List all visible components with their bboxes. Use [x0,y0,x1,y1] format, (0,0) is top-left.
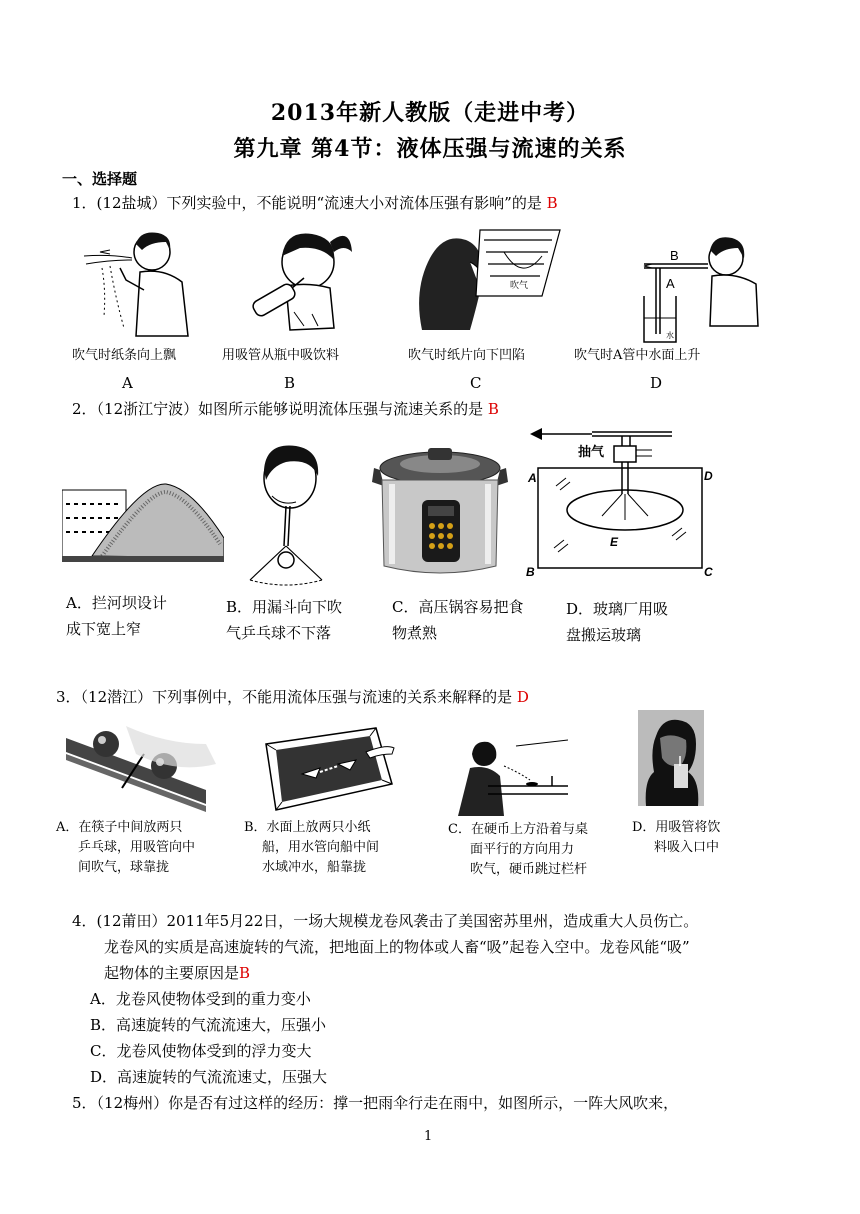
label-blow: 吹气 [510,281,529,291]
q5-stem: 5．（12梅州）你是否有过这样的经历：撑一把雨伞行走在雨中，如图所示，一阵大风吹来， [72,1094,679,1112]
q1-stem: 1．(12盐城）下列实验中，不能说明“流速大小对流体压强有影响”的是 B [72,194,558,212]
q4-choice-b: B．高速旋转的气流流速大，压强小 [90,1016,327,1034]
page-number: 1 [424,1129,433,1144]
q1-caption-c: 吹气时纸片向下凹陷 [408,348,526,363]
q2-figure-funnel [236,440,326,590]
label-e: E [610,535,619,549]
q1-caption-b: 用吸管从瓶中吸饮料 [222,348,340,363]
label-corner-d: D [704,469,713,483]
q1-figure-a [80,220,210,340]
q4-choice-c: C．龙卷风使物体受到的浮力变大 [90,1042,312,1060]
q1-answer: B [546,194,558,212]
label-corner-b: B [526,565,535,579]
q2-figure-cooker [370,446,510,580]
q3-figure-balls [66,724,216,814]
q1-figure-d [640,226,770,346]
q2-figure-glass [522,420,722,582]
q3-option-b: B．水面上放两只小纸 船，用水管向船中间 水域冲水，船靠拢 [244,820,380,875]
q2-option-b: B．用漏斗向下吹 气乒乓球不下落 [226,598,343,642]
label-pump: 抽气 [578,445,605,460]
label-a: A [666,276,675,291]
q2-stem: 2．（12浙江宁波）如图所示能够说明流体压强与流速关系的是 B [72,400,499,418]
label-water: 水 [666,331,674,340]
q1-caption-d: 吹气时A管中水面上升 [574,348,701,363]
q3-answer: D [516,688,529,706]
q2-option-c: C．高压锅容易把食 物煮熟 [392,598,524,642]
q2-answer: B [487,400,499,418]
title-line2: 第九章 第4节：液体压强与流速的关系 [233,136,627,162]
q4-stem-line2: 龙卷风的实质是高速旋转的气流，把地面上的物体或人畜“吸”起卷入空中。龙卷风能“吸” [104,938,690,956]
q3-option-a: A．在筷子中间放两只 乒乓球，用吸管向中 间吹气，球靠拢 [56,820,196,875]
q4-choice-d: D．高速旋转的气流流速丈，压强大 [90,1068,328,1086]
q1-figure-b [246,222,356,340]
section-heading: 一、选择题 [62,170,138,188]
q4-choice-a: A．龙卷风使物体受到的重力变小 [90,990,311,1008]
q1-letter-a: A [122,374,133,392]
label-corner-a: A [528,471,537,485]
q4-stem-line3: 起物体的主要原因是B [104,964,251,982]
q3-figure-boats [246,724,396,814]
q1-figure-c [412,222,562,332]
q3-figure-coin [448,736,568,818]
q1-letter-d: D [650,374,663,392]
q1-letter-b: B [284,374,296,392]
q1-caption-a: 吹气时纸条向上飘 [72,348,177,363]
q2-option-d: D．玻璃厂用吸 盘搬运玻璃 [566,600,669,644]
q3-option-d: D．用吸管将饮 料吸入口中 [632,820,721,855]
label-corner-c: C [704,565,713,579]
q2-option-a: A．拦河坝设计 成下宽上窄 [66,594,167,638]
q4-answer: B [239,964,251,982]
q2-figure-dam [62,478,224,562]
title-line1: 2013年新人教版（走进中考） [270,100,590,126]
q1-letter-c: C [470,374,482,392]
q3-option-c: C．在硬币上方沿着与桌 面平行的方向用力 吹气，硬币跳过栏杆 [448,822,588,877]
label-b: B [670,248,679,263]
q3-figure-drink [638,710,704,806]
q3-stem: 3．（12潜江）下列事例中，不能用流体压强与流速的关系来解释的是 D [56,688,529,706]
q4-stem-line1: 4．(12莆田）2011年5月22日，一场大规模龙卷风袭击了美国密苏里州，造成重大人员伤亡。 [72,912,699,930]
